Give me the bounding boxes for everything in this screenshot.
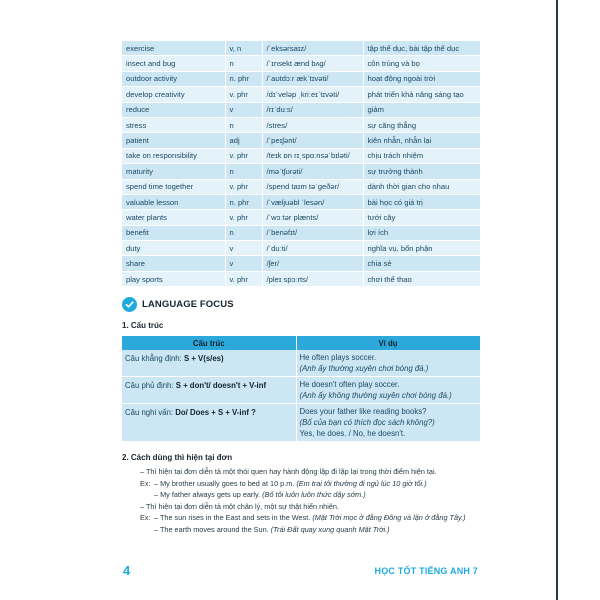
example-sentence: He doesn't often play soccer. xyxy=(299,380,400,389)
book-title: HỌC TỐT TIẾNG ANH 7 xyxy=(374,566,478,576)
page-edge-rule xyxy=(556,0,558,600)
structure-formula: S + don't/ doesn't + V-inf xyxy=(175,381,267,390)
vocab-pronunciation: /rɪˈduːs/ xyxy=(262,102,363,117)
example-label: Ex: xyxy=(140,478,151,488)
vocab-meaning: bài học có giá trị xyxy=(363,194,480,209)
vocab-meaning: chia sẻ xyxy=(363,256,480,271)
grammar-row-affirmative xyxy=(122,350,480,377)
vocab-part-of-speech: n. phr xyxy=(225,194,262,209)
example-translation: (Mặt Trời mọc ở đằng Đông và lặn ở đằng Tây.) xyxy=(312,513,466,523)
vocab-word: valuable lesson xyxy=(122,194,225,209)
vocab-word: spend time together xyxy=(122,179,225,194)
vocab-pronunciation: /məˈtʃʊrəti/ xyxy=(262,164,363,179)
example-text: – The earth moves around the Sun. xyxy=(154,524,269,534)
vocab-part-of-speech: n xyxy=(225,117,262,132)
usage-example xyxy=(122,524,482,536)
structure-formula: S + V(s/es) xyxy=(183,354,224,363)
usage-example xyxy=(122,478,482,490)
vocab-meaning: hoạt động ngoài trời xyxy=(363,71,480,86)
structure-label: Câu khẳng định: xyxy=(125,354,184,363)
vocab-part-of-speech: v xyxy=(225,256,262,271)
example-text: – The sun rises in the East and sets in the West. xyxy=(154,513,311,523)
vocab-meaning: tập thể dục, bài tập thể dục xyxy=(363,41,480,56)
vocab-row xyxy=(122,87,480,102)
vocab-part-of-speech: v, n xyxy=(225,41,262,56)
usage-notes xyxy=(122,466,482,536)
vocab-row xyxy=(122,164,480,179)
vocab-word: share xyxy=(122,256,225,271)
vocab-pronunciation: /ʃer/ xyxy=(262,256,363,271)
example-text: – My brother usually goes to bed at 10 p.m. xyxy=(154,478,295,488)
vocab-meaning: lợi ích xyxy=(363,225,480,240)
structure-formula: Do/ Does + S + V-inf ? xyxy=(175,408,256,417)
example-translation: (Em trai tôi thường đi ngủ lúc 10 giờ tối.) xyxy=(296,478,427,488)
vocab-part-of-speech: v. phr xyxy=(225,179,262,194)
page-number: 4 xyxy=(123,563,131,578)
vocab-row xyxy=(122,133,480,148)
vocab-meaning: tưới cây xyxy=(363,210,480,225)
example-cell xyxy=(296,404,480,442)
example-label: Ex: xyxy=(140,513,151,523)
check-circle-icon xyxy=(122,297,137,312)
example-translation: (Bố của bạn có thích đọc sách không?) xyxy=(299,418,435,427)
grammar-row-negative xyxy=(122,377,480,404)
vocab-meaning: chơi thể thao xyxy=(363,271,480,286)
usage-rule: – Thì hiện tại đơn diễn tả một chân lý, một sự thật hiển nhiên. xyxy=(140,501,339,511)
example-sentence: He often plays soccer. xyxy=(299,353,377,362)
vocab-meaning: sự căng thẳng xyxy=(363,117,480,132)
vocab-row xyxy=(122,210,480,225)
vocab-part-of-speech: v xyxy=(225,241,262,256)
vocab-word: duty xyxy=(122,241,225,256)
vocab-row xyxy=(122,241,480,256)
language-focus-header xyxy=(122,297,234,312)
grammar-row-question xyxy=(122,404,480,442)
vocab-meaning: dành thời gian cho nhau xyxy=(363,179,480,194)
vocab-pronunciation: /ˈvæljuəbl ˈlesən/ xyxy=(262,194,363,209)
example-cell xyxy=(296,377,480,404)
vocab-row xyxy=(122,179,480,194)
vocab-part-of-speech: v. phr xyxy=(225,87,262,102)
vocab-pronunciation: /ˈduːti/ xyxy=(262,241,363,256)
vocab-meaning: giảm xyxy=(363,102,480,117)
structure-label: Câu phủ định: xyxy=(125,381,176,390)
vocab-row xyxy=(122,271,480,286)
vocab-word: benefit xyxy=(122,225,225,240)
vocab-word: develop creativity xyxy=(122,87,225,102)
example-sentence: Does your father like reading books? xyxy=(299,407,427,416)
example-translation: (Trái Đất quay xung quanh Mặt Trời.) xyxy=(270,524,390,534)
vocab-pronunciation: /spend taɪm təˈɡeðər/ xyxy=(262,179,363,194)
vocab-meaning: sự trưởng thành xyxy=(363,164,480,179)
vocab-word: water plants xyxy=(122,210,225,225)
vocab-pronunciation: /ˈɪnsekt ænd bʌg/ xyxy=(262,56,363,71)
structure-cell xyxy=(122,350,296,377)
vocab-row xyxy=(122,117,480,132)
vocab-pronunciation: /ˈeksərsaɪz/ xyxy=(262,41,363,56)
example-text: – My father always gets up early. xyxy=(154,490,261,500)
structure-label: Câu nghi vấn: xyxy=(125,408,176,417)
example-translation: (Anh ấy không thường xuyên chơi bóng đá.) xyxy=(299,391,452,400)
vocab-word: play sports xyxy=(122,271,225,286)
vocab-word: stress xyxy=(122,117,225,132)
vocab-part-of-speech: adj xyxy=(225,133,262,148)
usage-rule: – Thì hiện tại đơn diễn tả một thói quen hay hành động lặp đi lặp lại trong thời điểm hiện tại. xyxy=(140,467,437,476)
vocab-row xyxy=(122,148,480,163)
vocab-pronunciation: /ˈbenəfɪt/ xyxy=(262,225,363,240)
vocab-row xyxy=(122,225,480,240)
vocab-part-of-speech: n xyxy=(225,164,262,179)
example-translation: (Anh ấy thường xuyên chơi bóng đá.) xyxy=(299,364,429,373)
section-structure-title: 1. Cấu trúc xyxy=(122,321,164,330)
vocab-word: patient xyxy=(122,133,225,148)
vocab-part-of-speech: v. phr xyxy=(225,210,262,225)
vocab-part-of-speech: v. phr xyxy=(225,271,262,286)
grammar-header-structure: Cấu trúc xyxy=(122,336,296,350)
vocab-pronunciation: /ˈpeɪʃənt/ xyxy=(262,133,363,148)
vocab-row xyxy=(122,256,480,271)
example-cell xyxy=(296,350,480,377)
vocab-meaning: nghĩa vụ, bổn phận xyxy=(363,241,480,256)
vocab-word: exercise xyxy=(122,41,225,56)
usage-example xyxy=(122,489,482,501)
vocab-word: take on responsibility xyxy=(122,148,225,163)
vocab-pronunciation: /stres/ xyxy=(262,117,363,132)
vocab-row xyxy=(122,194,480,209)
vocab-pronunciation: /ˈwɔːtər plænts/ xyxy=(262,210,363,225)
vocab-pronunciation: /teɪk ɒn rɪˌspɑːnsəˈbɪləti/ xyxy=(262,148,363,163)
vocab-meaning: chịu trách nhiệm xyxy=(363,148,480,163)
vocab-row xyxy=(122,41,480,56)
language-focus-title: LANGUAGE FOCUS xyxy=(142,299,234,310)
vocab-word: insect and bug xyxy=(122,56,225,71)
vocab-meaning: côn trùng và bọ xyxy=(363,56,480,71)
vocab-word: outdoor activity xyxy=(122,71,225,86)
vocab-pronunciation: /pleɪ spɔːrts/ xyxy=(262,271,363,286)
vocab-row xyxy=(122,102,480,117)
section-usage-title: 2. Cách dùng thì hiện tại đơn xyxy=(122,453,233,462)
vocab-row xyxy=(122,71,480,86)
vocab-pronunciation: /dɪˈveləp ˌkriːeɪˈtɪvəti/ xyxy=(262,87,363,102)
grammar-header-example: Ví dụ xyxy=(296,336,480,350)
example-answer: Yes, he does. / No, he doesn't. xyxy=(299,429,406,438)
example-translation: (Bố tôi luôn luôn thức dậy sớm.) xyxy=(262,490,366,500)
structure-cell xyxy=(122,377,296,404)
vocab-part-of-speech: n xyxy=(225,225,262,240)
grammar-table xyxy=(122,336,481,442)
structure-cell xyxy=(122,404,296,442)
vocab-part-of-speech: n. phr xyxy=(225,71,262,86)
vocab-word: maturity xyxy=(122,164,225,179)
vocab-part-of-speech: v xyxy=(225,102,262,117)
vocabulary-table xyxy=(122,41,481,287)
vocab-row xyxy=(122,56,480,71)
vocab-meaning: phát triển khả năng sáng tạo xyxy=(363,87,480,102)
vocab-part-of-speech: v. phr xyxy=(225,148,262,163)
vocab-part-of-speech: n xyxy=(225,56,262,71)
vocab-word: reduce xyxy=(122,102,225,117)
vocab-pronunciation: /ˈaʊtdɔːr ækˈtɪvəti/ xyxy=(262,71,363,86)
usage-example xyxy=(122,512,482,524)
vocab-meaning: kiên nhẫn, nhẫn lại xyxy=(363,133,480,148)
